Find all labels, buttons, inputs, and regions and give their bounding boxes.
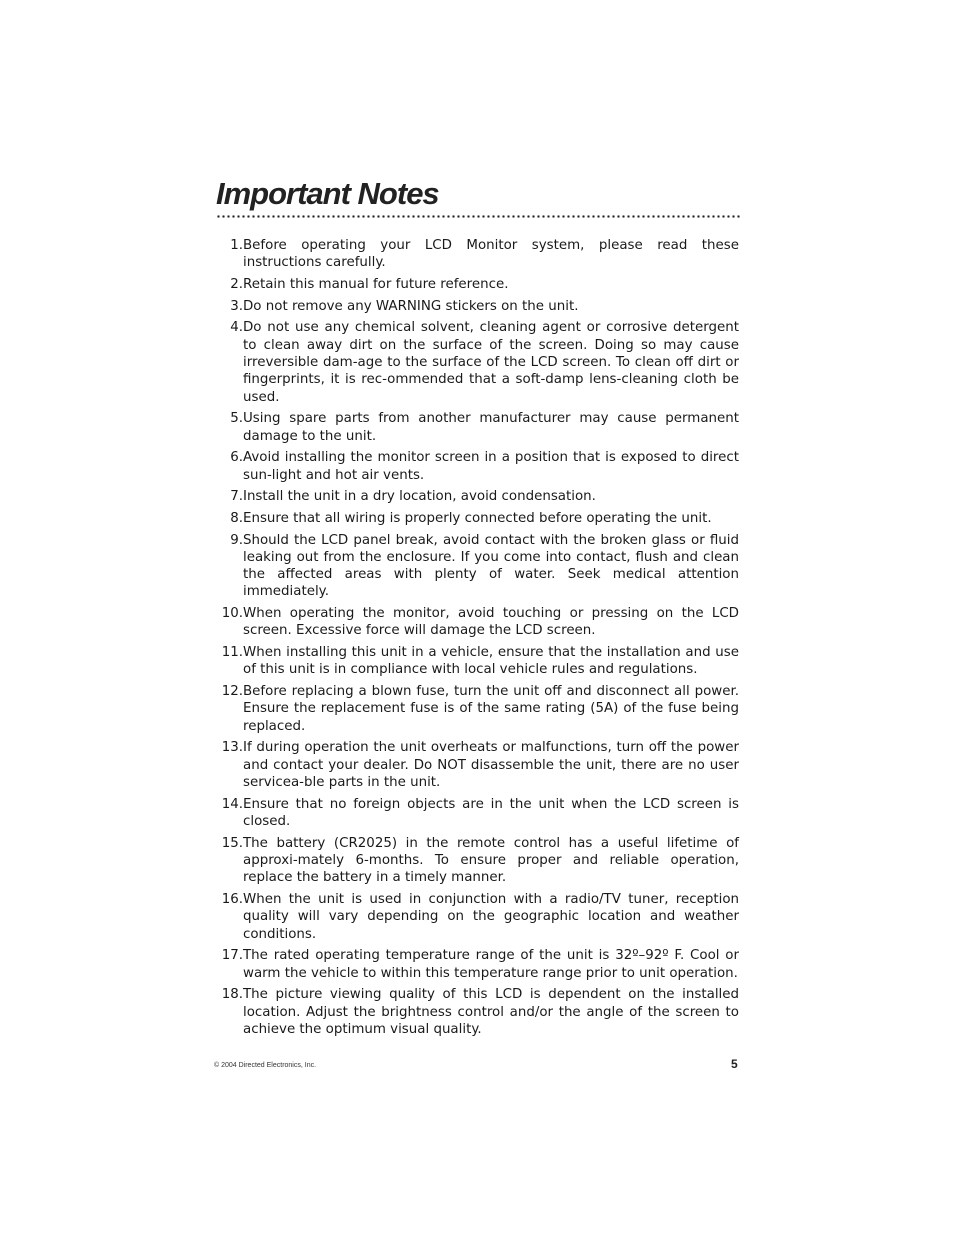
note-item [210, 510, 739, 527]
note-number [210, 319, 243, 405]
note-item [210, 488, 739, 505]
note-number [210, 488, 243, 505]
footer-copyright: © 2004 Directed Electronics, Inc. [214, 1062, 317, 1069]
note-item [210, 986, 739, 1038]
note-text: Do not use any chemical solvent, cleaning agent or corrosive detergent to clean away dirt on the surface of the screen. Doing so may cause irreversible dam-age to the surface of the LCD screen. To clean off dirt or fingerprints, it is rec-ommended that a soft-damp lens-cleaning cloth be used. [243, 320, 739, 405]
note-text: Before operating your LCD Monitor system, please read these instructions carefully. [243, 238, 739, 271]
note-number [210, 605, 243, 640]
note-number-label: 16. [221, 891, 243, 907]
note-item [210, 237, 739, 272]
note-text: Retain this manual for future reference. [243, 276, 509, 292]
note-text: Ensure that no foreign objects are in the unit when the LCD screen is closed. [243, 796, 739, 829]
note-text: The picture viewing quality of this LCD is dependent on the installed location. Adjust the brightness control and/or the angle of the screen to achieve the optimum visual quality. [243, 987, 739, 1037]
note-number-label: 10. [221, 606, 243, 622]
note-number-label: 1. [230, 238, 243, 253]
note-number [210, 532, 243, 601]
note-item [210, 891, 739, 943]
note-number [210, 449, 243, 484]
note-text: Do not remove any WARNING stickers on the unit. [243, 298, 579, 314]
note-item [210, 532, 739, 601]
note-text: Should the LCD panel break, avoid contact with the broken glass or fluid leaking out from the enclosure. If you come into contact, flush and clean the affected areas with plenty of water. Seek medical attention immediately. [243, 532, 739, 600]
note-text: Avoid installing the monitor screen in a position that is exposed to direct sun-light and hot air vents. [243, 450, 739, 483]
note-number-label: 15. [221, 835, 243, 851]
note-number-label: 18. [221, 987, 243, 1003]
dotted-rule [216, 215, 740, 218]
note-text: Before replacing a blown fuse, turn the unit off and disconnect all power. Ensure the replacement fuse is of the same rating (5A) of the fuse being replaced. [243, 684, 739, 734]
note-text: When installing this unit in a vehicle, ensure that the installation and use of this unit is in compliance with local vehicle rules and regulations. [243, 645, 739, 678]
note-text: The battery (CR2025) in the remote control has a useful lifetime of approxi-mately 6-months. To ensure proper and reliable operation, replace the battery in a timely manner. [243, 835, 739, 886]
note-number [210, 410, 243, 445]
note-number [210, 947, 243, 982]
note-number [210, 510, 243, 527]
note-number-label: 2. [230, 276, 243, 292]
note-item [210, 276, 739, 293]
note-number [210, 796, 243, 831]
note-text: When operating the monitor, avoid touching or pressing on the LCD screen. Excessive force will damage the LCD screen. [243, 606, 739, 639]
note-number-label: 9. [230, 532, 243, 548]
note-number-label: 5. [230, 411, 243, 427]
note-item [210, 683, 739, 735]
note-text: Ensure that all wiring is properly connected before operating the unit. [243, 510, 712, 526]
note-number [210, 298, 243, 315]
note-number-label: 4. [230, 320, 243, 336]
page-title: Important Notes [216, 176, 439, 211]
note-number [210, 644, 243, 679]
note-number-label: 13. [221, 740, 243, 756]
note-text: If during operation the unit overheats or malfunctions, turn off the power and contact your dealer. Do NOT disassemble the unit, there are no user servicea-ble parts in the unit. [243, 740, 739, 790]
note-text: Using spare parts from another manufacturer may cause permanent damage to the unit. [243, 411, 739, 444]
notes-list [210, 237, 739, 1043]
note-text: The rated operating temperature range of the unit is 32º–92º F. Cool or warm the vehicle to within this temperature range prior to unit operation. [243, 948, 739, 981]
note-text: When the unit is used in conjunction with a radio/TV tuner, reception quality will vary depending on the geographic location and weather conditions. [243, 891, 739, 942]
note-item [210, 835, 739, 887]
note-number [210, 835, 243, 887]
note-item [210, 796, 739, 831]
page-number: 5 [731, 1057, 738, 1071]
note-item [210, 319, 739, 405]
note-number [210, 237, 243, 272]
note-number [210, 276, 243, 293]
note-item [210, 644, 739, 679]
note-number [210, 891, 243, 943]
note-item [210, 410, 739, 445]
note-number-label: 7. [230, 489, 243, 505]
note-number-label: 8. [230, 510, 243, 526]
note-number-label: 3. [230, 298, 243, 314]
note-number-label: 11. [221, 645, 243, 661]
note-number-label: 17. [221, 948, 243, 964]
note-number [210, 739, 243, 791]
note-text: Install the unit in a dry location, avoid condensation. [243, 489, 596, 505]
note-number-label: 12. [221, 684, 243, 700]
note-item [210, 947, 739, 982]
note-item [210, 739, 739, 791]
note-item [210, 605, 739, 640]
note-number [210, 986, 243, 1038]
note-item [210, 449, 739, 484]
note-number-label: 14. [221, 796, 243, 812]
note-number-label: 6. [230, 450, 243, 466]
note-item [210, 298, 739, 315]
note-number [210, 683, 243, 735]
